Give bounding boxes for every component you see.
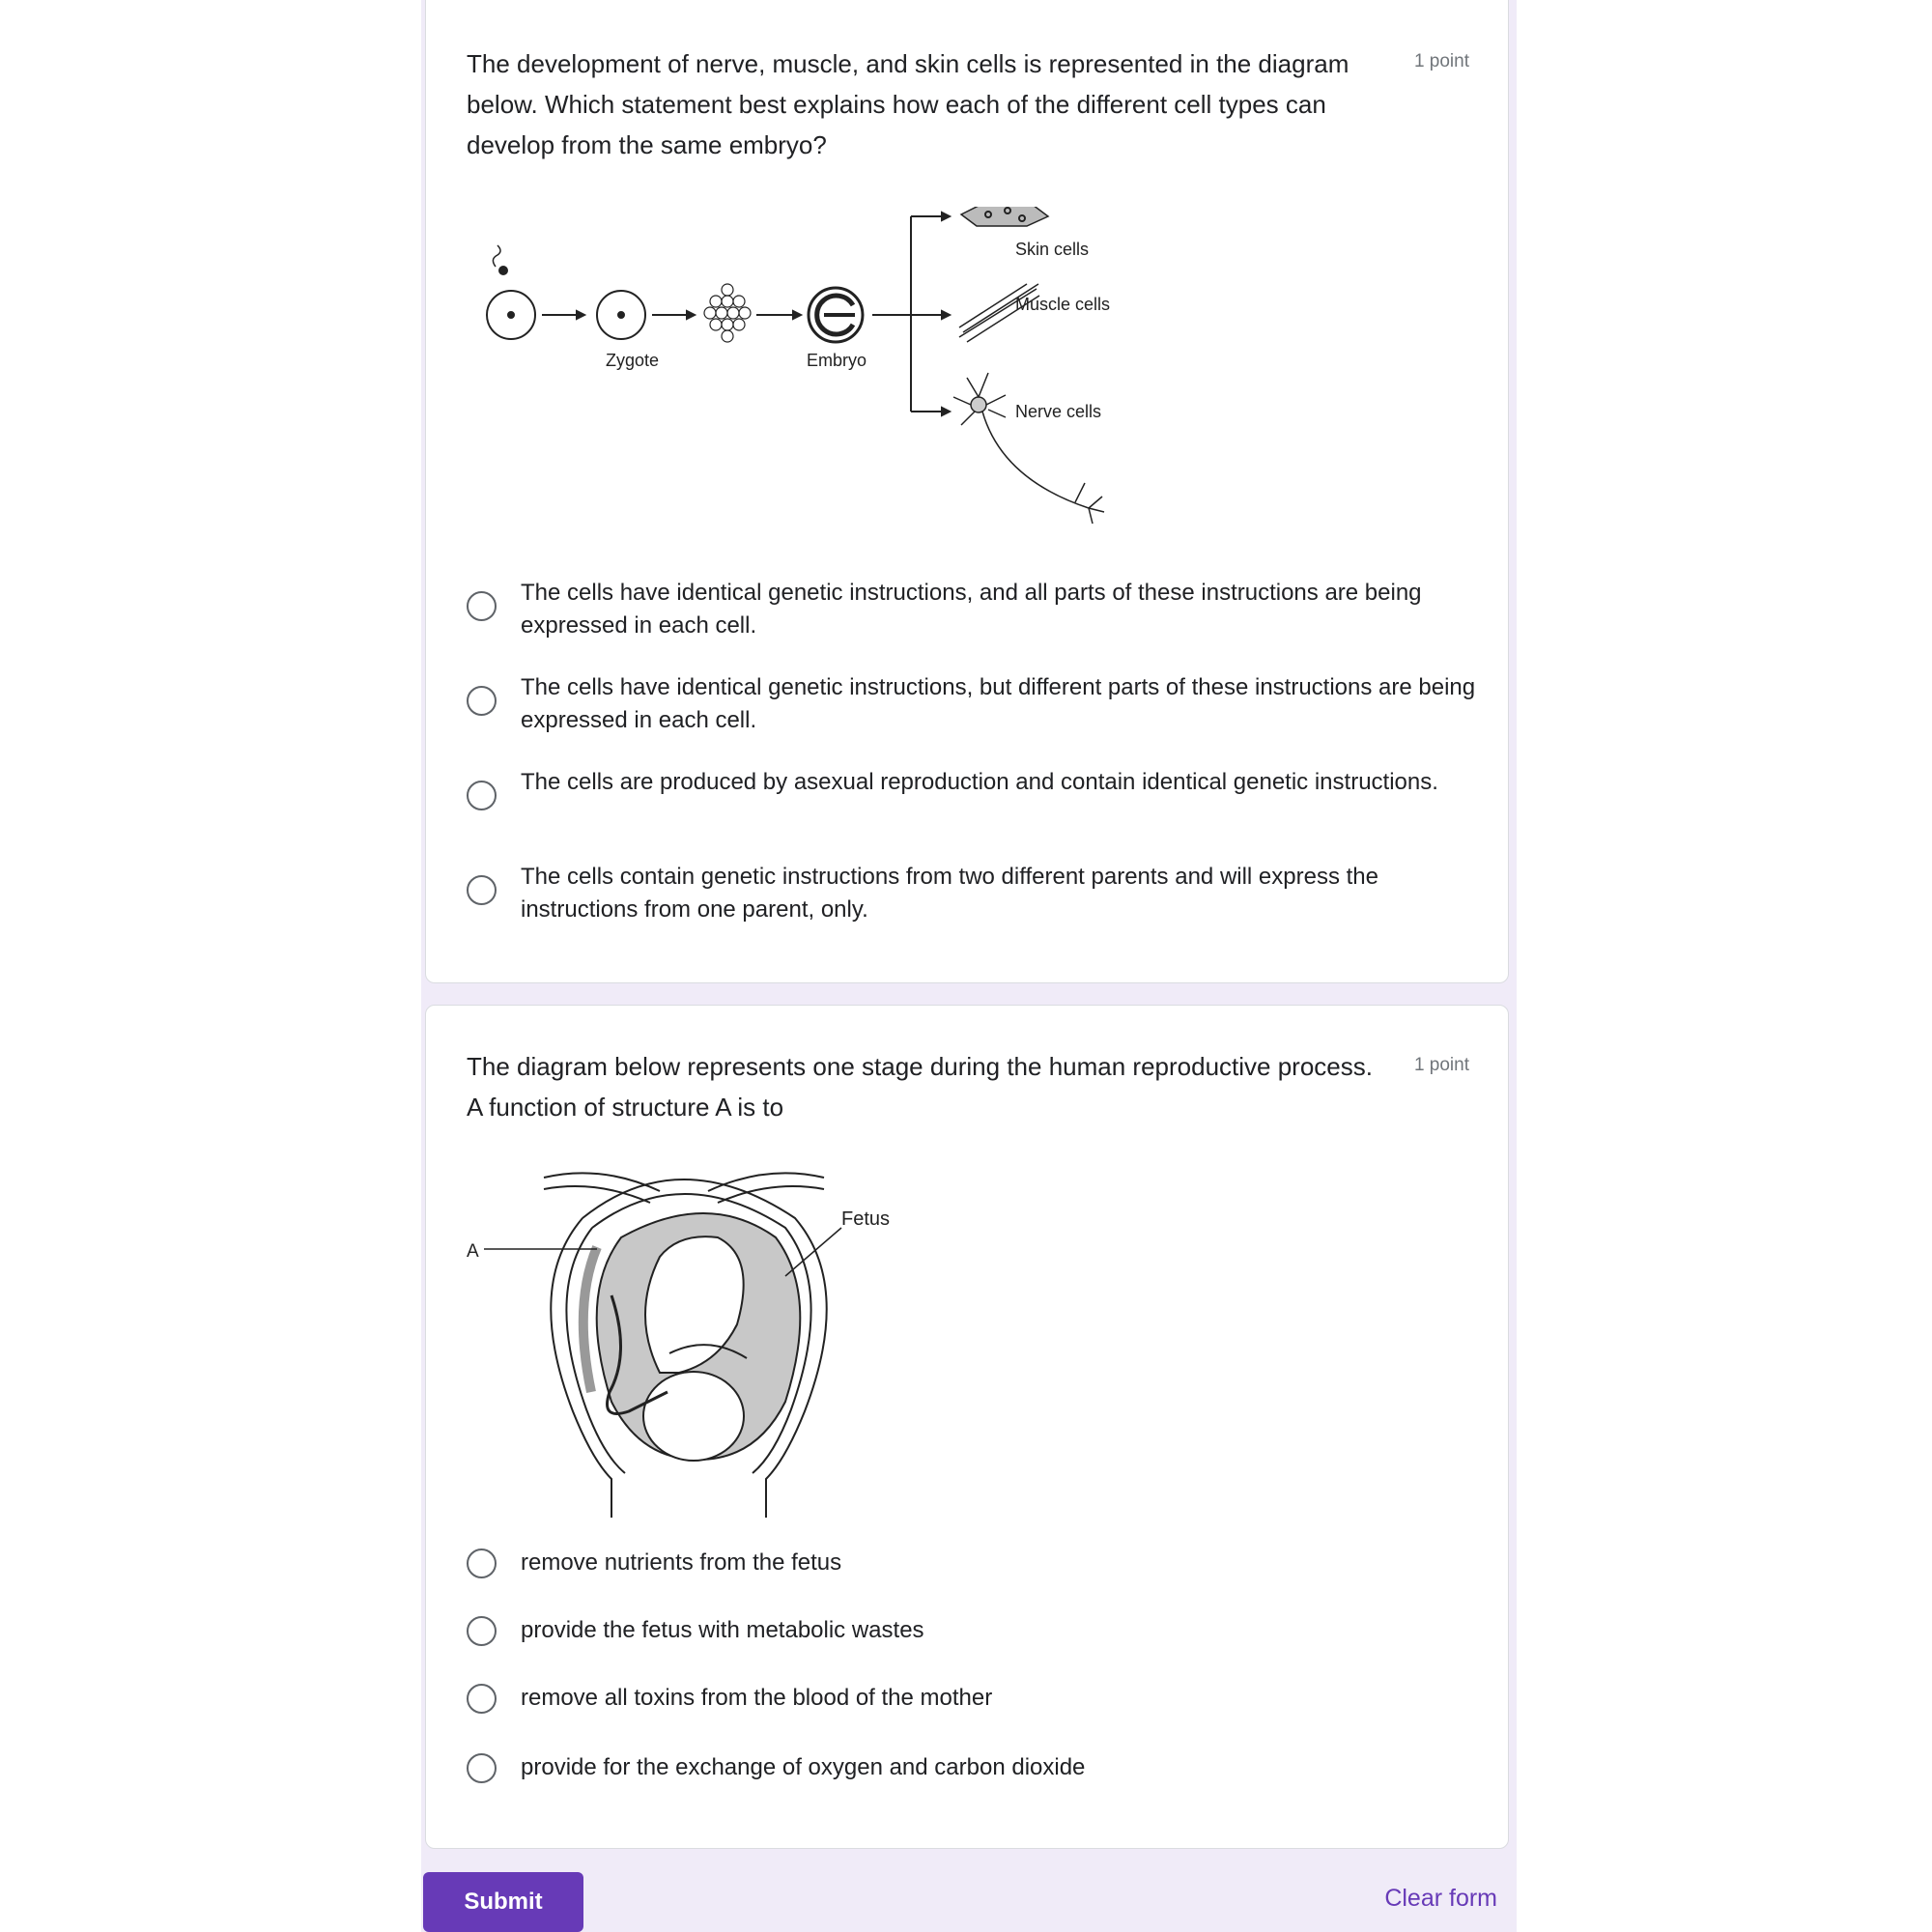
zygote-label: Zygote	[606, 351, 660, 370]
radio-button[interactable]	[467, 1616, 497, 1646]
skin-cells-label: Skin cells	[1015, 240, 1090, 259]
question-card-1	[425, 0, 1509, 983]
option-label: The cells contain genetic instructions from two different parents and will express the instructions from one parent, only.	[521, 864, 1378, 923]
uterus-fetus-diagram	[467, 1160, 930, 1527]
radio-button[interactable]	[467, 1684, 497, 1714]
radio-button[interactable]	[467, 875, 497, 905]
submit-button[interactable]: Submit	[423, 1872, 583, 1932]
question-card-2	[425, 1005, 1509, 1849]
radio-button[interactable]	[467, 591, 497, 621]
points-label: 1 point	[1413, 51, 1469, 71]
points-label: 1 point	[1413, 1055, 1469, 1075]
cell-differentiation-diagram	[467, 207, 1162, 535]
option-label: remove nutrients from the fetus	[521, 1549, 842, 1576]
fetus-label: Fetus	[841, 1208, 891, 1230]
option-label: provide for the exchange of oxygen and carbon dioxide	[521, 1754, 1086, 1780]
radio-button[interactable]	[467, 1753, 497, 1783]
structure-a-label: A	[467, 1241, 479, 1262]
option-label: The cells have identical genetic instructions, and all parts of these instructions are being expressed in each cell.	[521, 580, 1422, 639]
option-label: remove all toxins from the blood of the mother	[521, 1685, 993, 1711]
option-label: The cells have identical genetic instructions, but different parts of these instructions are being expressed in each cell.	[521, 674, 1476, 733]
clear-form-link[interactable]: Clear form	[1384, 1885, 1497, 1912]
option-label: The cells are produced by asexual reproduction and contain identical genetic instructions.	[521, 769, 1438, 795]
question-text: The diagram below represents one stage during the human reproductive process. A function of structure A is to	[467, 1052, 1373, 1122]
nerve-cells-label: Nerve cells	[1015, 402, 1102, 421]
embryo-label: Embryo	[807, 351, 867, 370]
question-text: The development of nerve, muscle, and skin cells is represented in the diagram below. Which statement best explains how each of the different cell types can develop from the same embryo?	[467, 49, 1350, 159]
radio-button[interactable]	[467, 781, 497, 810]
radio-button[interactable]	[467, 1548, 497, 1578]
radio-button[interactable]	[467, 686, 497, 716]
muscle-cells-label: Muscle cells	[1015, 295, 1111, 314]
option-label: provide the fetus with metabolic wastes	[521, 1617, 924, 1643]
